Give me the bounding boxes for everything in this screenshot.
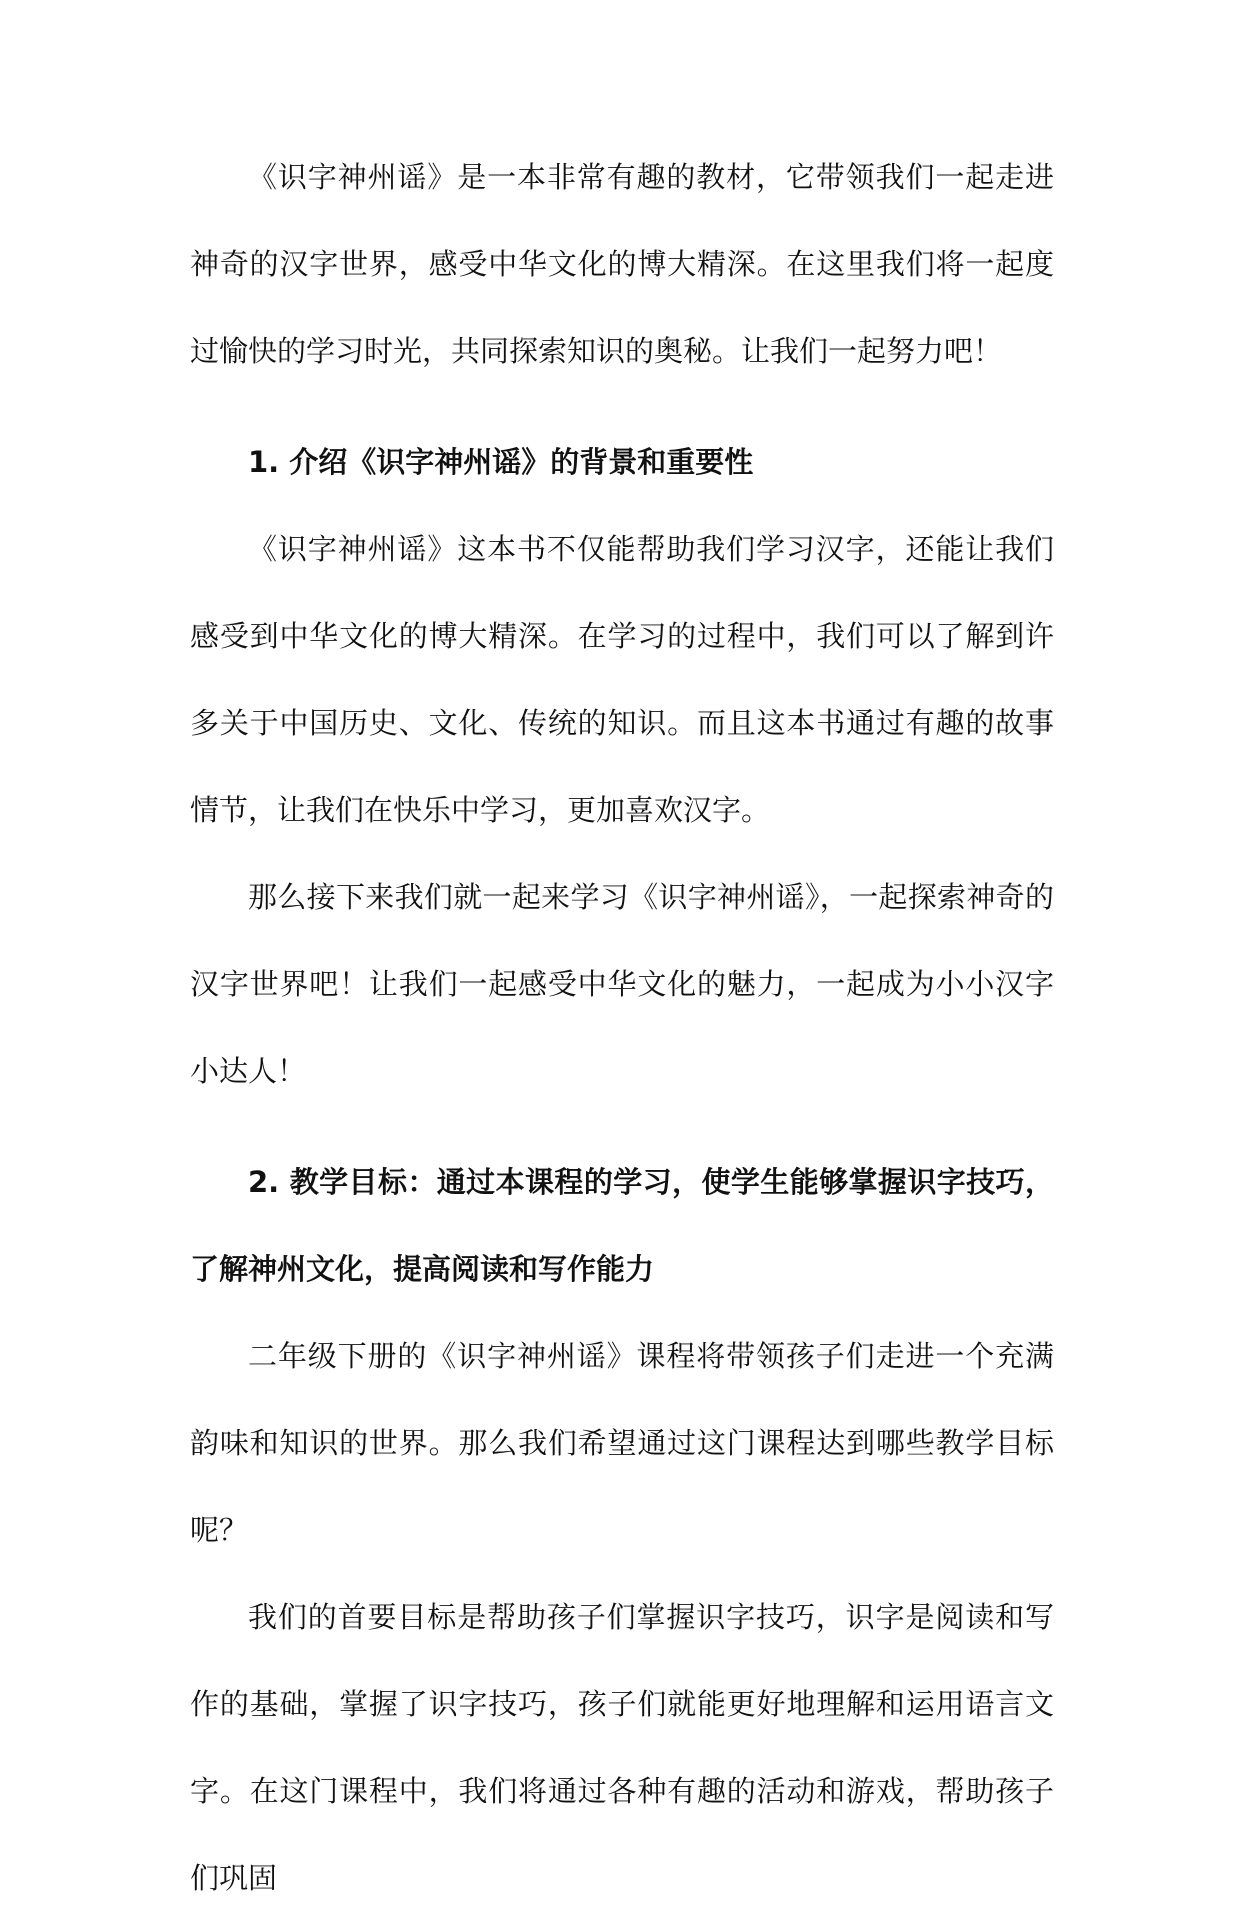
section-1-paragraph-1: 《识字神州谣》这本书不仅能帮助我们学习汉字，还能让我们感受到中华文化的博大精深。在学习的过程中，我们可以了解到许多关于中国历史、文化、传统的知识。而且这本书通过有趣的故事情节，让我们在快乐中学习，更加喜欢汉字。 [190, 532, 1054, 827]
section-1-paragraph-2: 那么接下来我们就一起来学习《识字神州谣》，一起探索神奇的汉字世界吧！让我们一起感受中华文化的魅力，一起成为小小汉字小达人！ [190, 880, 1054, 1088]
document-body [190, 134, 1054, 1922]
section-2-paragraph-2: 我们的首要目标是帮助孩子们掌握识字技巧，识字是阅读和写作的基础，掌握了识字技巧，孩子们就能更好地理解和运用语言文字。在这门课程中，我们将通过各种有趣的活动和游戏，帮助孩子们巩固 [190, 1600, 1054, 1895]
section-2-heading: 2. 教学目标：通过本课程的学习，使学生能够掌握识字技巧，了解神州文化，提高阅读和写作能力 [190, 1165, 1054, 1286]
section-1-heading: 1. 介绍《识字神州谣》的背景和重要性 [248, 445, 754, 479]
intro-paragraph: 《识字神州谣》是一本非常有趣的教材，它带领我们一起走进神奇的汉字世界，感受中华文化的博大精深。在这里我们将一起度过愉快的学习时光，共同探索知识的奥秘。让我们一起努力吧！ [190, 160, 1054, 368]
section-2-paragraph-1: 二年级下册的《识字神州谣》课程将带领孩子们走进一个充满韵味和知识的世界。那么我们希望通过这门课程达到哪些教学目标呢？ [190, 1339, 1054, 1547]
